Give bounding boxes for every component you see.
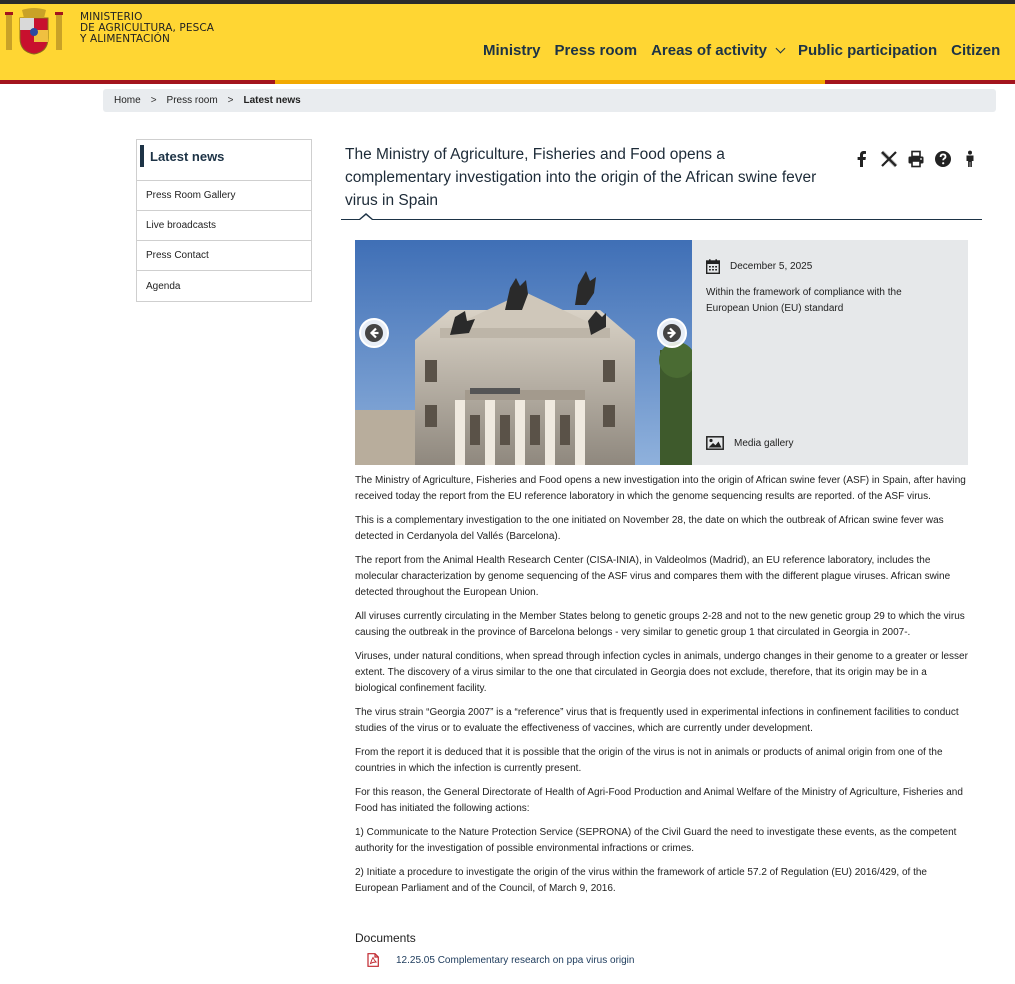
media-gallery-label: Media gallery	[734, 437, 794, 449]
carousel-prev-button[interactable]	[359, 318, 389, 348]
header-stripe-red	[0, 80, 275, 84]
article-paragraph: 1) Communicate to the Nature Protection Service (SEPRONA) of the Civil Guard the need to investigate these events, as the competent authority for the investigation of possible environmental infractions or crimes.	[355, 827, 957, 854]
calendar-icon	[706, 259, 720, 274]
carousel-next-button[interactable]	[657, 318, 687, 348]
article-date	[706, 259, 812, 274]
header-stripe-red-right	[825, 80, 1015, 84]
title-caret-inner	[360, 215, 372, 220]
ministry-line-2: DE AGRICULTURA, PESCA	[80, 22, 215, 34]
article-info-box	[692, 240, 968, 465]
help-icon[interactable]	[934, 150, 952, 168]
nav-press-room[interactable]	[555, 42, 638, 59]
article-title: The Ministry of Agriculture, Fisheries and Food opens a complementary investigation into the origin of the African swine fever virus in Spain	[345, 146, 817, 209]
article-paragraph: 2) Initiate a procedure to investigate the origin of the virus within the framework of article 57.2 of Regulation (EU) 2016/429, of the European Parliament and of the Council, of March 9, 2016.	[355, 867, 927, 894]
article-date-text: December 5, 2025	[730, 261, 813, 272]
main-nav	[483, 42, 1014, 59]
nav-public-participation[interactable]	[798, 42, 937, 59]
x-twitter-icon[interactable]	[880, 150, 898, 168]
chevron-down-icon	[776, 44, 786, 54]
arrow-right-icon	[663, 324, 681, 342]
media-gallery-link[interactable]	[706, 436, 793, 450]
document-link-label: 12.25.05 Complementary research on ppa virus origin	[396, 954, 635, 966]
arrow-left-icon	[365, 324, 383, 342]
coat-of-arms-logo[interactable]	[2, 8, 66, 56]
facebook-icon[interactable]	[853, 150, 871, 168]
nav-press-room-label: Press room	[554, 42, 638, 59]
nav-areas-of-activity[interactable]	[651, 42, 784, 59]
nav-areas-label: Areas of activity	[651, 42, 767, 59]
sidebar-title[interactable]: Latest news	[140, 145, 311, 167]
article-paragraph: The virus strain “Georgia 2007” is a “reference” virus that is frequently used in experimental infections in confinement facilities to conduct studies of the virus or to evaluate the effectiveness of vaccines, which are currently under development.	[355, 707, 959, 734]
breadcrumb	[103, 89, 996, 112]
nav-public-participation-label: Public participation	[797, 42, 938, 59]
article-subtitle: Within the framework of compliance with the European Union (EU) standard	[706, 287, 902, 314]
ministry-line-3: Y ALIMENTACIÓN	[80, 33, 170, 45]
sidebar-item-press-room-gallery[interactable]: Press Room Gallery	[137, 181, 311, 211]
breadcrumb-press-room[interactable]: Press room	[166, 95, 218, 106]
sidebar	[136, 139, 312, 302]
breadcrumb-separator: >	[227, 95, 234, 106]
sidebar-item-press-contact[interactable]: Press Contact	[137, 241, 311, 271]
breadcrumb-separator: >	[150, 95, 157, 106]
nav-ministry-label: Ministry	[483, 42, 541, 59]
ministry-building-photo	[355, 240, 692, 465]
document-link[interactable]	[367, 953, 634, 967]
breadcrumb-current: Latest news	[243, 95, 301, 106]
accessibility-icon[interactable]	[961, 150, 979, 168]
sidebar-item-agenda[interactable]: Agenda	[146, 280, 181, 292]
title-divider	[341, 219, 982, 220]
article-paragraph: From the report it is deduced that it is possible that the origin of the virus is not in animals or products of animal origin from one of the countries in which the infection is currently present.	[355, 747, 943, 774]
nav-citizen[interactable]	[951, 42, 1000, 59]
nav-citizen-label: Citizen	[951, 42, 1001, 59]
image-icon	[706, 436, 724, 450]
nav-ministry[interactable]	[483, 42, 541, 59]
pdf-file-icon	[367, 953, 379, 967]
article-paragraph: This is a complementary investigation to the one initiated on November 28, the date on which the outbreak of African swine fever was detected in Cerdanyola del Vallés (Barcelona).	[355, 515, 944, 542]
print-icon[interactable]	[907, 150, 925, 168]
documents-heading: Documents	[355, 931, 416, 945]
article-paragraph: For this reason, the General Directorate of Health of Agri-Food Production and Animal Welfare of the Ministry of Agriculture, Fisheries and Food has initiated the following actions:	[355, 787, 963, 814]
breadcrumb-home[interactable]: Home	[114, 95, 141, 106]
ministry-name	[80, 12, 214, 45]
article-paragraph: The report from the Animal Health Research Center (CISA-INIA), in Valdeolmos (Madrid), an EU reference laboratory, includes the molecular characterization by genome sequencing of the ASF virus and compares them with the different plague viruses. African swine detected throughout the European Union.	[355, 555, 951, 598]
share-toolbar	[853, 150, 979, 168]
ministry-line-1: MINISTERIO	[80, 11, 143, 23]
article-paragraph: All viruses currently circulating in the Member States belong to genetic groups 2-28 and not to the new genetic group 29 to which the virus causing the outbreak in the province of Barcelona belongs - very similar to genetic group 1 that circulated in Georgia in 2007-.	[355, 611, 965, 638]
article-body	[355, 473, 968, 905]
article-paragraph: Viruses, under natural conditions, when spread through infection cycles in animals, undergo changes in their genome to a greater or lesser extent. The discovery of a virus similar to the one that circulated in Georgia does not exclude, therefore, that its origin may be in a biological confinement facility.	[355, 651, 968, 694]
article-paragraph: The Ministry of Agriculture, Fisheries and Food opens a new investigation into the origin of African swine fever (ASF) in Spain, after having received today the report from the EU reference laboratory in which the genome sequencing results are reported. of the ASF virus.	[355, 475, 966, 502]
sidebar-item-live-broadcasts[interactable]: Live broadcasts	[137, 211, 311, 241]
sidebar-header	[137, 145, 311, 181]
site-header	[0, 4, 1015, 80]
header-stripe-orange	[275, 80, 825, 84]
